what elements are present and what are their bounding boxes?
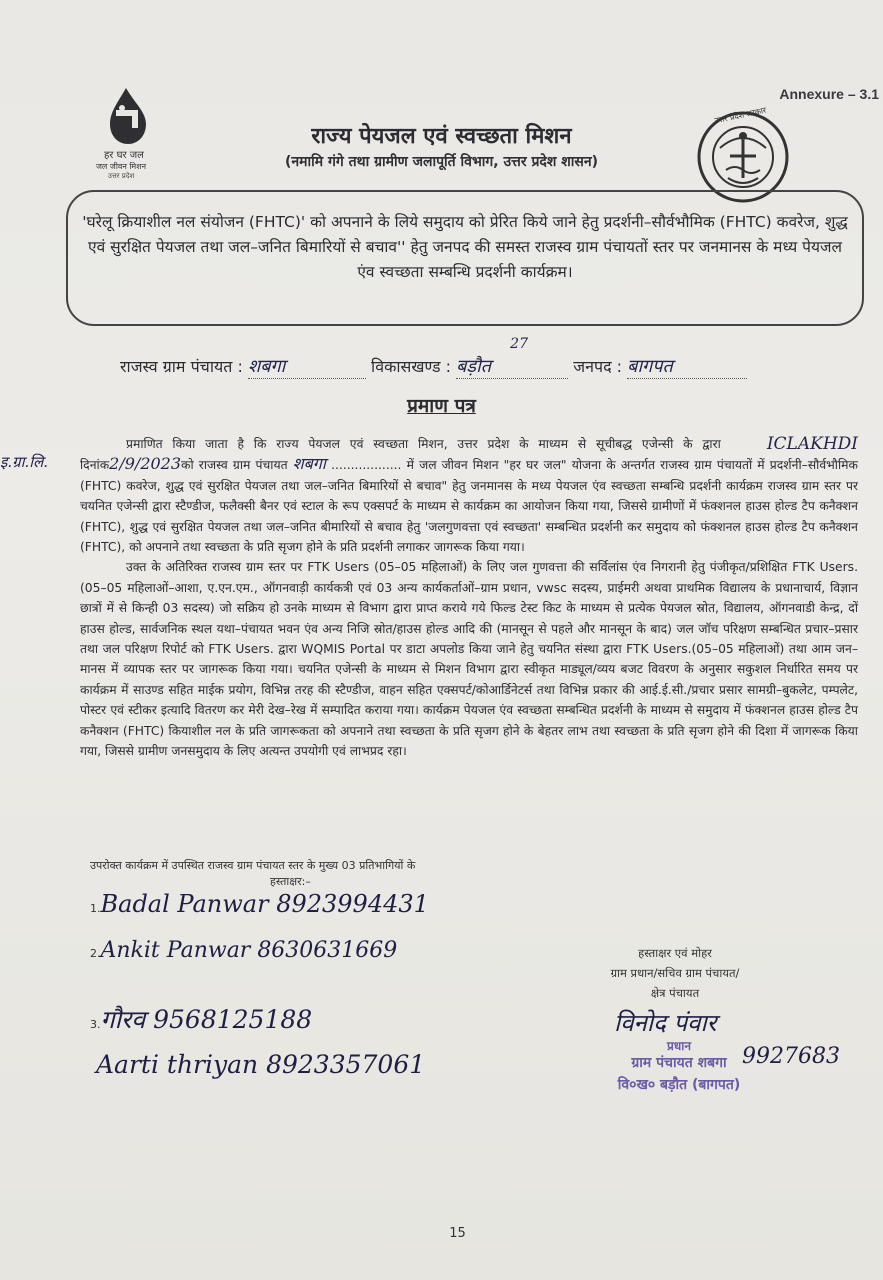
stamp-line-1: ग्राम पंचायत शबगा [631, 1055, 727, 1071]
agency-prefix-hand: इ.ग्रा.लि. [0, 453, 49, 471]
witness-3 [90, 1002, 312, 1036]
mission-subtitle: (नमामि गंगे तथा ग्रामीण जलापूर्ति विभाग, उत्तर प्रदेश शासन) [284, 154, 599, 170]
block-value-wrap [456, 336, 568, 379]
logo-line-3: उत्तर प्रदेश [108, 172, 135, 180]
program-topic-box [66, 190, 864, 326]
district-value: बागपत [627, 354, 747, 379]
logo-line-1: हर घर जल [104, 150, 144, 161]
witness-3-num: 3. [90, 1018, 101, 1031]
p1-part-a: प्रमाणित किया जाता है कि राज्य पेयजल एवं स्वच्छता मिशन, उत्तर प्रदेश के माध्यम से सूचीबद्ध एजेन्सी [126, 437, 674, 451]
p1-part-b: के द्वारा दिनांक [80, 437, 721, 473]
witness-2-sign: Ankit Panwar 8630631669 [100, 938, 398, 963]
location-fields [120, 336, 840, 379]
certificate-heading: प्रमाण पत्र [407, 395, 476, 417]
witness-1 [90, 890, 429, 918]
block-note: 27 [510, 336, 528, 352]
witness-1-num: 1. [90, 902, 101, 915]
witness-note [90, 858, 415, 890]
p1-part-c: को राजस्व ग्राम पंचायत [181, 458, 288, 473]
witness-2 [90, 938, 397, 963]
mission-title: राज्य पेयजल एवं स्वच्छता मिशन [311, 124, 572, 149]
witness-2-num: 2. [90, 947, 101, 960]
gram-panchayat-stamp [594, 1040, 764, 1096]
signature-block [560, 943, 790, 1003]
witness-1-sign: Badal Panwar 8923994431 [100, 890, 429, 918]
district-label: जनपद : [573, 357, 623, 376]
witness-4 [96, 1050, 425, 1079]
certificate-body [80, 434, 858, 762]
stamp-title: प्रधान [667, 1039, 691, 1053]
witness-3-sign: गौरव 9568125188 [100, 1005, 313, 1034]
witness-4-sign: Aarti thriyan 8923357061 [96, 1050, 426, 1079]
gp-value: शबगा [248, 354, 366, 379]
sign-line-3: क्षेत्र पंचायत [650, 986, 700, 1000]
sign-line-2: ग्राम प्रधान/सचिव ग्राम पंचायत/ [610, 966, 740, 980]
date-hand: 2/9/2023 [109, 454, 182, 474]
sign-line-1: हस्ताक्षर एवं मोहर [638, 946, 712, 960]
p1-part-d: में जल जीवन मिशन "हर घर जल" योजना के अन्तर्गत राजस्व ग्राम पंचायतों में प्रदर्शनी–सौर्वभौमिक (FHTC) कवरेज, शुद्ध एवं सुरक्षित पेयजल तथा जल–जनित बिमारियों से बचाव" हेतु जनमानस के मध्य पेयजल एंव स्वच्छता सम्बन्धि प्रदर्शनी कार्यक्रम राजस्व ग्राम स्तर पर चयनित एजेन्सी द्वारा स्टैण्डीज, फलैक्सी बैनर एवं स्टाल के रूप एक्सपर्ट के माध्यम से कार्यक्रम का आयोजन किया गया, जिससे ग्रामीणों में फंक्शनल हाउस होल्ड टैप कनैक्शन (FHTC), शुद्ध एवं सुरक्षित पेयजल तथा जल–जनित बीमारियों से बचाव हेतु 'जलगुणवत्ता एवं स्वच्छता' सम्बन्धित प्रदर्शनी कर समुदाय को फंक्शनल हाउस होल्ड टैप कनैक्शन (FHTC), को अपनाने तथा स्वच्छता के प्रति सृजग होने के प्रति प्रदर्शनी लगाकर जागरूक किया गया। [80, 458, 858, 555]
paragraph-2: उक्त के अतिरिक्त राजस्व ग्राम स्तर पर FTK Users (05–05 महिलाओं) के लिए जल गुणवत्ता की सर्विलांस एंव निगरानी हेतु पंजीकृत/प्रशिक्षित FTK Users.(05–05 महिलाओं–आशा, ए.एन.एम., ऑगनवाड़ी कार्यकत्री एवं 03 अन्य कार्यकर्ताओं–ग्राम प्रधान, vwsc सदस्य, प्राईमरी अथवा प्राथमिक विद्यालय के प्रधानाचार्य, विज्ञान छात्रों में से किन्ही 03 सदस्य) जो सक्रिय हो उनके माध्यम से विभाग द्वारा प्राप्त कराये गये फिल्ड टेस्ट किट के माध्यम से प्रत्येक पेयजल स्रोत, विद्यालय, ऑगनवाडी केन्द्र, दों हाउस होल्ड, सार्वजनिक स्थल यथा–पंचायत भवन एंव अन्य निजि स्रोत/हाउस होल्ड आदि की (मानसून से पहले और मानसून के बाद) जल जॉच परिक्षण सम्बन्धित प्रचार–प्रसार तथा जल परिक्षण रिपोर्ट को FTK Users. द्वारा WQMIS Portal पर डाटा अपलोड किया जाने हेतु चयनित संस्था द्वारा FTK Users.(05–05 महिलाओं) तथा आम जन–मानस में व्यापक स्तर पर जागरूक किया गया। चयनित एजेन्सी के माध्यम से मिशन विभाग द्वारा स्वीकृत माड्यूल/व्यय बजट विवरण के अनुसार सकुशल निर्धारित समय पर कार्यक्रम में साउण्ड सहित माईक प्रयोग, विभिन्न तरह की स्टैण्डीज, वाहन सहित एक्सपर्ट/कोआर्डिनेटर्स तथा विभिन्न प्रकार की आई.ई.सी./प्रचार प्रसार सामग्री–बुकलेट, पम्पलेट, पोस्टर एवं स्टीकर इत्यादि वितरण कर मेरी देख–रेख में सम्पादित कराया गया। कार्यक्रम पेयजल एंव स्वच्छता सम्बन्धित प्रदर्शनी के माध्यम से समुदाय में फंक्शनल हाउस होल्ड टैप कनैक्शन (FHTC) कियाशील नल के प्रति जागरूकता को अपनाने तथा स्वच्छता के प्रति सृजग होने के बेहतर लाभ तथा स्वच्छता के प्रति सृजग होने की दिशा में जागरूक किया गया, जिससे ग्रामीण जनसमुदाय के लिए अत्यन्त उपयोगी एवं लाभप्रद रहा। [80, 560, 858, 759]
gp-label: राजस्व ग्राम पंचायत : [120, 357, 243, 376]
gp-hand: शबगा [292, 454, 326, 474]
block-value: बड़ौत [456, 356, 491, 377]
pradhan-phone: 9927683 [742, 1044, 840, 1069]
emblem-text: उत्तर प्रदेश सरकार [713, 105, 768, 126]
logo-line-2: जल जीवन मिशन [96, 162, 147, 171]
pradhan-signature: विनोद पंवार [614, 1009, 717, 1037]
stamp-line-2: वि०ख० बड़ौत (बागपत) [617, 1077, 741, 1093]
page-number: 15 [449, 1226, 466, 1241]
program-topic: 'घरेलू क्रियाशील नल संयोजन (FHTC)' को अपनाने के लिये समुदाय को प्रेरित किये जाने हेतु प्रदर्शनी–सौर्वभौमिक (FHTC) कवरेज, शुद्ध एवं सुरक्षित पेयजल तथा जल–जनित बिमारियों से बचाव'' हेतु जनपद की समस्त राजस्व ग्राम पंचायतों स्तर पर जनमानस के मध्य पेयजल एंव स्वच्छता सम्बन्धि प्रदर्शनी कार्यक्रम। [82, 213, 848, 281]
paragraph-1: प्रमाणित किया जाता है कि राज्य पेयजल एवं स्वच्छता मिशन, उत्तर प्रदेश के माध्यम से सूचीबद्ध एजेन्सी ICLAKHDI के द्वारा दिनांक2/9/2023को राजस्व ग्राम पंचायत शबगा .................. में जल जीवन मिशन "हर घर जल" योजना के अन्तर्गत राजस्व ग्राम पंचायतों में प्रदर्शनी–सौर्वभौमिक (FHTC) कवरेज, शुद्ध एवं सुरक्षित पेयजल तथा जल–जनित बिमारियों से बचाव" हेतु जनमानस के मध्य पेयजल एंव स्वच्छता सम्बन्धि प्रदर्शनी कार्यक्रम राजस्व ग्राम स्तर पर चयनित एजेन्सी द्वारा स्टैण्डीज, फलैक्सी बैनर एवं स्टाल के रूप एक्सपर्ट के माध्यम से कार्यक्रम का आयोजन किया गया, जिससे ग्रामीणों में फंक्शनल हाउस होल्ड टैप कनैक्शन (FHTC), शुद्ध एवं सुरक्षित पेयजल तथा जल–जनित बीमारियों से बचाव हेतु 'जलगुणवत्ता एवं स्वच्छता' सम्बन्धित प्रदर्शनी कर समुदाय को फंक्शनल हाउस होल्ड टैप कनैक्शन (FHTC), को अपनाने तथा स्वच्छता के प्रति सृजग होने के प्रति प्रदर्शनी लगाकर जागरूक किया गया। [80, 434, 858, 555]
block-label: विकासखण्ड : [371, 357, 452, 376]
agency-name-hand: ICLAKHDI [766, 434, 858, 454]
annexure-label: Annexure – 3.1 [779, 86, 879, 102]
witness-note-line-1: उपरोक्त कार्यक्रम में उपस्थित राजस्व ग्राम पंचायत स्तर के मुख्य 03 प्रतिभागियों के [90, 859, 416, 872]
witness-note-line-2: हस्ताक्षर:– [270, 875, 311, 888]
